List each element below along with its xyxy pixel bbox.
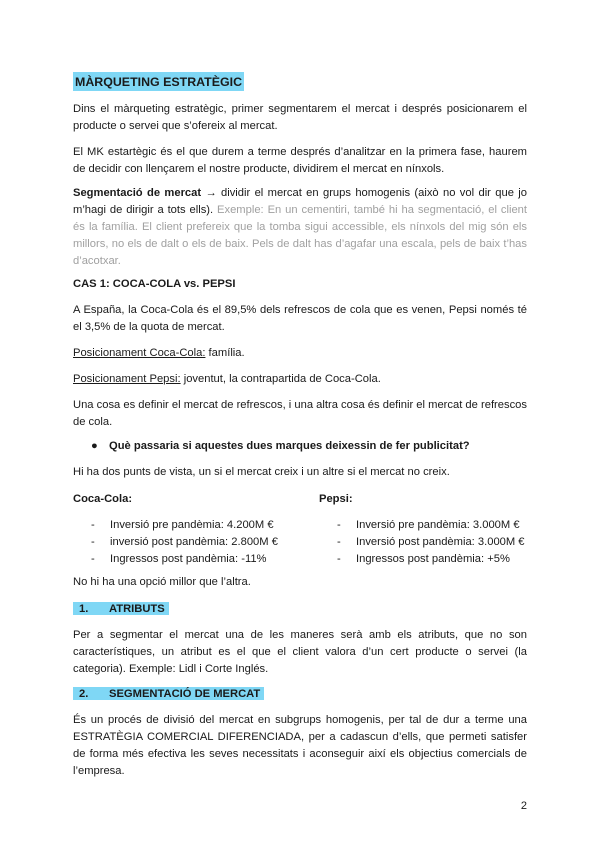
section-number: 2.	[79, 688, 89, 700]
list-item: - Inversió pre pandèmia: 4.200M €	[91, 519, 274, 531]
section-title: ATRIBUTS	[109, 603, 165, 615]
segmentation-example: Exemple: En un cementiri, també hi ha segmentació, el client és la família. El client prefereix que la tomba sigui accessible, els nínxols del mig són els millors, no els de dalt o els de baix. Pels de dalt has d’agafar una escala, pels de baix t’has d’acotxar.	[73, 204, 527, 267]
segmentation-paragraph	[73, 185, 527, 270]
positioning-coca-label: Posicionament Coca-Cola:	[73, 347, 206, 359]
views-text: Hi ha dos punts de vista, un si el mercat creix i un altre si el mercat no creix.	[73, 466, 450, 478]
section-heading-atributs	[73, 600, 169, 618]
conclusion-text: No hi ha una opció millor que l’altra.	[73, 576, 251, 588]
section-title: SEGMENTACIÓ DE MERCAT	[109, 688, 261, 700]
section-heading-segmentacio	[73, 685, 264, 703]
list-item: - Inversió pre pandèmia: 3.000M €	[337, 519, 520, 531]
question-bullet	[91, 438, 527, 455]
segmentation-term: Segmentació de mercat	[73, 187, 202, 199]
positioning-pepsi	[73, 371, 527, 388]
market-definition-text: Una cosa es definir el mercat de refrescos, i una altra cosa és definir el mercat de refrescos de cola.	[73, 399, 527, 428]
segmentation-definition: dividir el mercat en grups homogenis (això no vol dir que jo m’hagi de dirigir a tots ells).	[73, 187, 527, 216]
list-item: - Inversió post pandèmia: 3.000M €	[337, 536, 525, 548]
list-item: - Ingressos post pandèmia: -11%	[91, 553, 267, 565]
atributs-paragraph: Per a segmentar el mercat una de les maneres serà amb els atributs, que no son característiques, un atribut es el que el client valora d’un cert producte o servei (la categoria). Exemple: Lidl i Corte Inglés.	[73, 629, 527, 675]
intro-paragraph-1: Dins el màrqueting estratègic, primer segmentarem el mercat i després posicionarem el producte o servei que s’ofereix al mercat.	[73, 103, 527, 132]
list-item: - Ingressos post pandèmia: +5%	[337, 553, 510, 565]
case-text: A España, la Coca-Cola és el 89,5% dels refrescos de cola que es venen, Pepsi només té el 3,5% de la quota de mercat.	[73, 304, 527, 333]
section-number: 1.	[79, 603, 89, 615]
pepsi-column	[319, 491, 539, 568]
pepsi-list	[319, 517, 539, 568]
positioning-pepsi-label: Posicionament Pepsi:	[73, 373, 181, 385]
coca-cola-list	[73, 517, 293, 568]
segmentation-arrow: →	[201, 187, 221, 199]
list-item: - inversió post pandèmia: 2.800M €	[91, 536, 278, 548]
question-text: Què passaria si aquestes dues marques deixessin de fer publicitat?	[109, 440, 470, 452]
positioning-pepsi-value: joventut, la contrapartida de Coca-Cola.	[180, 373, 381, 385]
positioning-coca-value: família.	[205, 347, 245, 359]
case-title: CAS 1: COCA-COLA vs. PEPSI	[73, 278, 236, 290]
coca-cola-column	[73, 491, 293, 568]
page-title: MÀRQUETING ESTRATÈGIC	[73, 72, 244, 91]
segmentacio-paragraph: És un procés de divisió del mercat en subgrups homogenis, per tal de dur a terme una ESTRATÈGIA COMERCIAL DIFERENCIADA, per a cadascun d’ells, que permeti satisfer de forma més efectiva les seves necessitats i aconseguir així els objectius comercials de l’empresa.	[73, 714, 527, 777]
bullet-dot: ●	[91, 440, 98, 452]
page-number: 2	[520, 800, 527, 812]
coca-cola-heading: Coca-Cola:	[73, 493, 133, 505]
intro-paragraph-2: El MK estartègic és el que durem a terme després d’analitzar en la primera fase, haurem de decidir con llençarem el nostre producte, dividirem el mercat en nínxols.	[73, 146, 527, 175]
positioning-coca-cola	[73, 345, 527, 362]
pepsi-heading: Pepsi:	[319, 493, 353, 505]
